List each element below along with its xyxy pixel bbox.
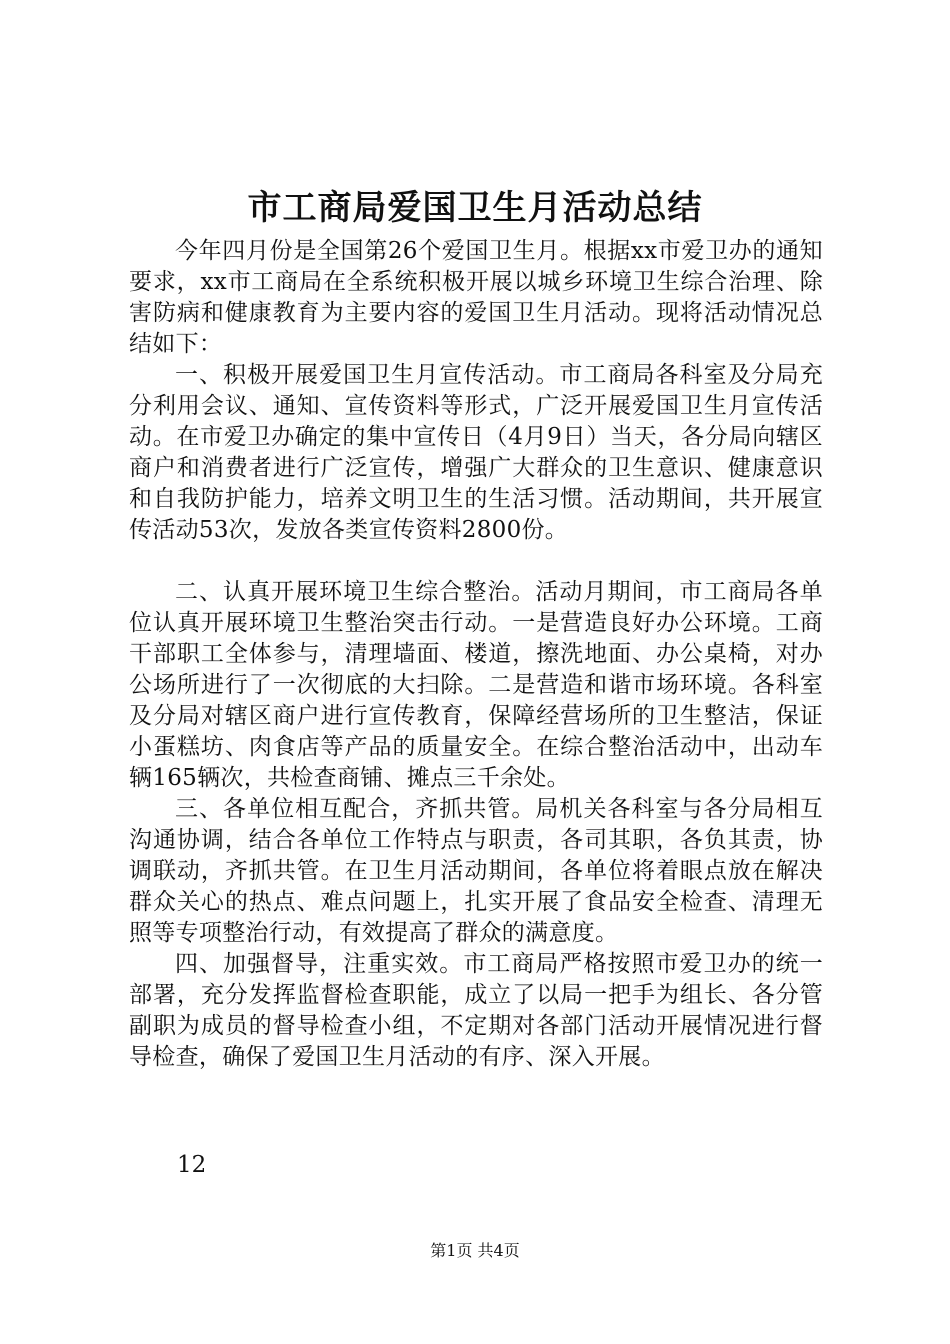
paragraph-section-4: 四、加强督导，注重实效。市工商局严格按照市爱卫办的统一部署，充分发挥监督检查职能，成立了以局一把手为组长、各分管副职为成员的督导检查小组，不定期对各部门活动开展情况进行督导检查，确保了爱国卫生月活动的有序、深入开展。	[129, 951, 823, 1070]
inline-number: 12	[177, 1152, 207, 1178]
document-title: 市工商局爱国卫生月活动总结	[247, 188, 703, 228]
paragraph-spacer	[129, 546, 823, 577]
paragraph-intro: 今年四月份是全国第26个爱国卫生月。根据xx市爱卫办的通知要求，xx市工商局在全系统积极开展以城乡环境卫生综合治理、除害防病和健康教育为主要内容的爱国卫生月活动。现将活动情况总结如下：	[129, 238, 823, 357]
paragraph-section-1: 一、积极开展爱国卫生月宣传活动。市工商局各科室及分局充分利用会议、通知、宣传资料等形式，广泛开展爱国卫生月宣传活动。在市爱卫办确定的集中宣传日（4月9日）当天，各分局向辖区商户和消费者进行广泛宣传，增强广大群众的卫生意识、健康意识和自我防护能力，培养文明卫生的生活习惯。活动期间，共开展宣传活动53次，发放各类宣传资料2800份。	[129, 362, 823, 543]
document-body	[129, 236, 823, 1073]
paragraph-section-2: 二、认真开展环境卫生综合整治。活动月期间，市工商局各单位认真开展环境卫生整治突击行动。一是营造良好办公环境。工商干部职工全体参与，清理墙面、楼道，擦洗地面、办公桌椅，对办公场所进行了一次彻底的大扫除。二是营造和谐市场环境。各科室及分局对辖区商户进行宣传教育，保障经营场所的卫生整洁，保证小蛋糕坊、肉食店等产品的质量安全。在综合整治活动中，出动车辆165辆次，共检查商铺、摊点三千余处。	[129, 579, 823, 791]
page-footer: 第1页 共4页	[430, 1241, 520, 1260]
paragraph-section-3: 三、各单位相互配合，齐抓共管。局机关各科室与各分局相互沟通协调，结合各单位工作特点与职责，各司其职，各负其责，协调联动，齐抓共管。在卫生月活动期间，各单位将着眼点放在解决群众关心的热点、难点问题上，扎实开展了食品安全检查、清理无照等专项整治行动，有效提高了群众的满意度。	[129, 796, 823, 946]
